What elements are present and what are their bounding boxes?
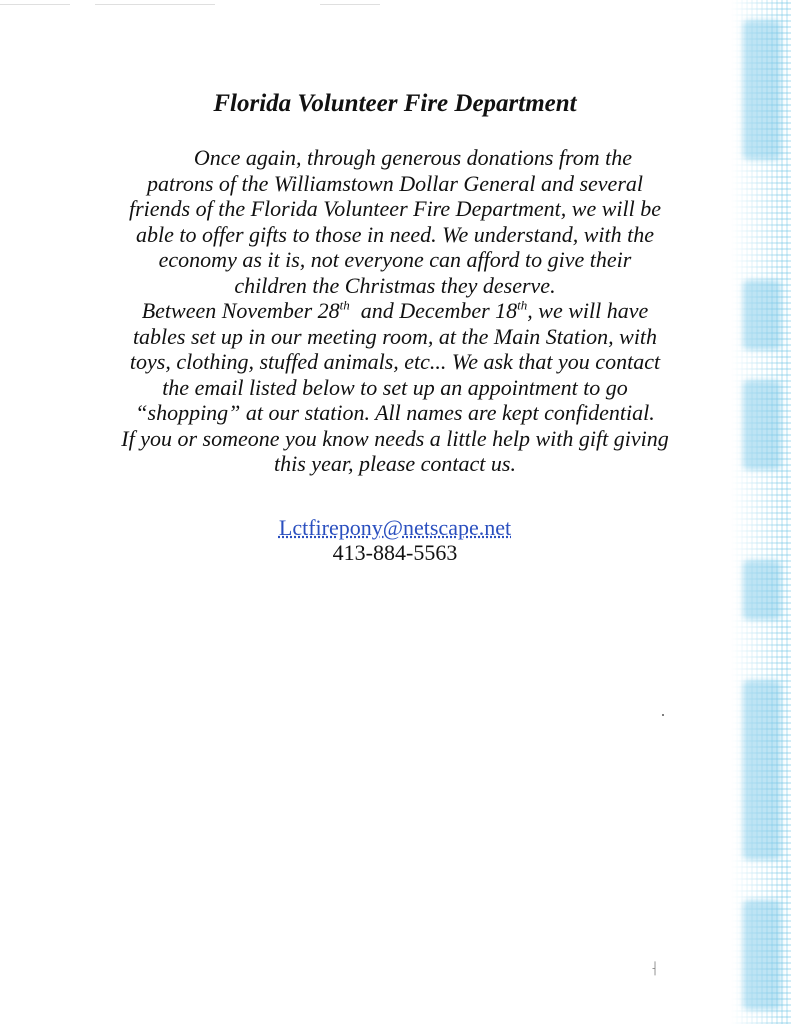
document-page: [70, 88, 720, 565]
scan-edge-blob: [743, 560, 781, 620]
text-line: children the Christmas they deserve.: [234, 272, 556, 298]
date-start-text: Between November 28: [141, 298, 340, 323]
text-line: this year, please contact us.: [274, 451, 516, 476]
ordinal-suffix: th: [517, 297, 528, 313]
scan-artifact-line: [95, 4, 215, 5]
contact-email-link[interactable]: Lctfirepony@netscape.net: [278, 514, 512, 540]
text-line: toys, clothing, stuffed animals, etc... We ask that you contact: [129, 349, 661, 374]
ordinal-suffix: th: [339, 297, 350, 313]
text-line: economy as it is, not everyone can afford to give their: [158, 247, 632, 272]
scan-stray-mark: ⸡: [650, 961, 658, 976]
donation-paragraph: [70, 145, 720, 298]
text-line: able to offer gifts to those in need. We understand, with the: [136, 221, 654, 247]
contact-block: [70, 515, 720, 565]
text-line: [142, 298, 649, 323]
text-line: patrons of the Williamstown Dollar General and several: [147, 170, 643, 196]
scan-edge-blob: [743, 900, 781, 1010]
text-line: friends of the Florida Volunteer Fire Department, we will be: [128, 196, 661, 221]
scan-artifact-line: [0, 4, 70, 5]
contact-phone: 413-884-5563: [332, 539, 458, 565]
scan-edge-blob: [743, 280, 781, 350]
text-line: If you or someone you know needs a little help with gift giving: [121, 425, 669, 451]
text-line: “shopping” at our station. All names are kept confidential.: [135, 400, 655, 425]
text-line-tail: , we will have: [527, 298, 649, 323]
scan-artifact-line: [320, 4, 380, 5]
scan-speck: [662, 714, 664, 716]
scan-edge-blob: [743, 680, 781, 860]
text-line: Once again, through generous donations from the: [193, 145, 633, 170]
document-title: Florida Volunteer Fire Department: [213, 90, 577, 117]
text-line: the email listed below to set up an appointment to go: [162, 374, 628, 400]
text-line: tables set up in our meeting room, at the Main Station, with: [132, 323, 658, 349]
schedule-paragraph: [70, 298, 720, 477]
date-end-text: and December 18: [360, 298, 518, 323]
scan-edge-blob: [743, 380, 781, 470]
scan-edge-blob: [743, 20, 781, 160]
